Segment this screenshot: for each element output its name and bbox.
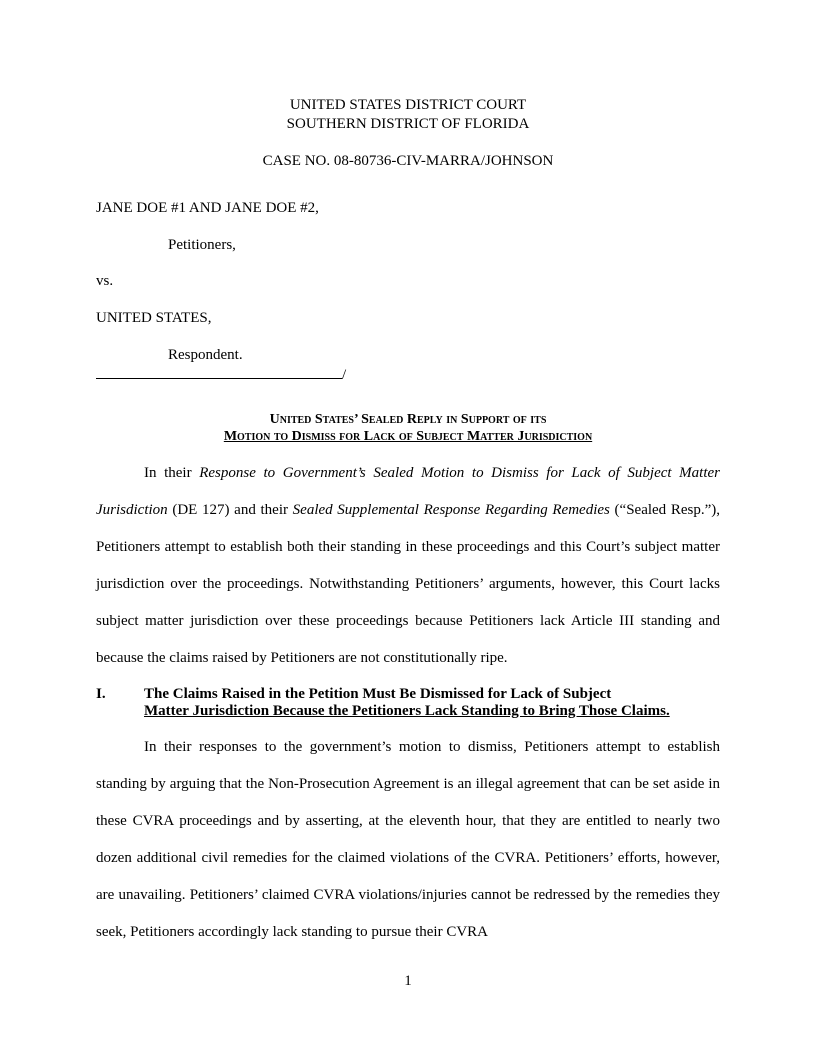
versus: vs.	[96, 273, 114, 289]
court-line-2: SOUTHERN DISTRICT OF FLORIDA	[286, 116, 530, 132]
para1-italic-1: Response to Government’s Sealed Motion to Dismiss for Lack of Subject Matter Jurisdiction	[96, 465, 721, 518]
court-name	[96, 96, 720, 134]
para2-text: In their responses to the government’s motion to dismiss, Petitioners attempt to establish standing by arguing that the Non-Prosecution Agreement is an illegal agreement that can be set aside in these CVRA proceedings and by asserting, at the eleventh hour, that they are entitled to nearly two dozen additional civil remedies for the claimed violations of the CVRA. Petitioners’ efforts, however, are unavailing. Petitioners’ claimed CVRA violations/injuries cannot be redressed by the remedies they seek, Petitioners accordingly lack standing to pursue their CVRA	[96, 739, 720, 940]
document-page	[96, 0, 720, 1056]
court-line-1: UNITED STATES DISTRICT COURT	[289, 97, 527, 113]
title-line-1: United States’ Sealed Reply in Support of its	[269, 412, 547, 427]
petitioners-names: JANE DOE #1 AND JANE DOE #2,	[96, 200, 319, 216]
respondent-role: Respondent.	[168, 347, 243, 363]
heading-line-1: The Claims Raised in the Petition Must Be Dismissed for Lack of Subject	[144, 686, 612, 702]
respondent-name: UNITED STATES,	[96, 310, 212, 326]
heading-number: I.	[96, 686, 106, 702]
caption-signature-line	[96, 364, 346, 385]
caption-slash: /	[342, 367, 347, 383]
petitioners-role: Petitioners,	[168, 237, 236, 253]
para1-text-3: (“Sealed Resp.”), Petitioners attempt to establish both their standing in these proceedings and this Court’s subject matter jurisdiction over the proceedings. Notwithstanding Petitioners’ arguments, however, this Court lacks subject matter jurisdiction over these proceedings because Petitioners lack Article III standing and because the claims raised by Petitioners are not constitutionally ripe.	[96, 502, 721, 666]
caption-rule	[96, 364, 342, 379]
para1-text-1: In their	[144, 465, 200, 481]
para1-italic-2: Sealed Supplemental Response Regarding Remedies	[292, 502, 610, 518]
heading-line-2: Matter Jurisdiction Because the Petitioners Lack Standing to Bring Those Claims.	[144, 703, 670, 719]
case-number: CASE NO. 08-80736-CIV-MARRA/JOHNSON	[262, 153, 554, 169]
document-title	[96, 411, 720, 445]
page-number: 1	[404, 973, 412, 989]
paragraph-1	[96, 455, 720, 677]
paragraph-2	[96, 729, 720, 951]
title-line-2: Motion to Dismiss for Lack of Subject Matter Jurisdiction	[223, 429, 593, 444]
para1-text-2: (DE 127) and their	[167, 502, 293, 518]
